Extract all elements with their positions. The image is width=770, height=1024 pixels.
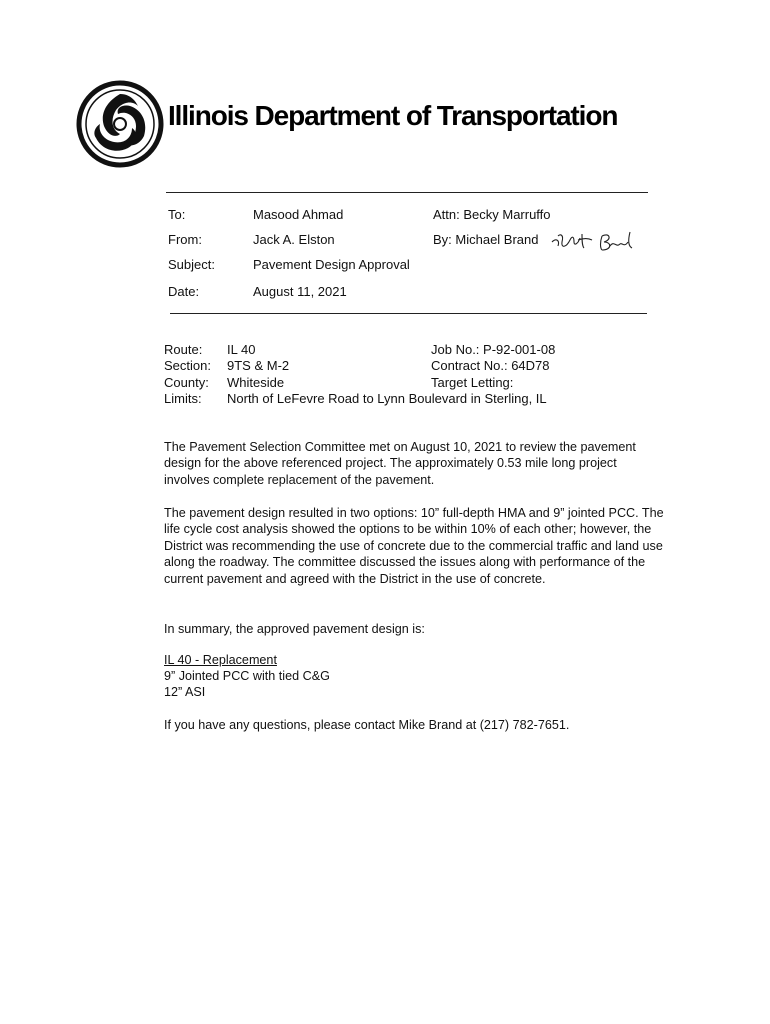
header-rule-top	[166, 192, 648, 193]
limits-label: Limits:	[164, 391, 202, 406]
header-rule-bottom	[170, 313, 647, 314]
design-line-2: 12” ASI	[164, 685, 206, 699]
to-value: Masood Ahmad	[253, 207, 344, 222]
design-line-1: 9” Jointed PCC with tied C&G	[164, 669, 330, 683]
section-value: 9TS & M-2	[227, 358, 290, 373]
from-label: From:	[168, 232, 202, 247]
attn-text: Attn: Becky Marruffo	[433, 207, 551, 222]
job-no: Job No.: P-92-001-08	[431, 342, 556, 357]
signature	[548, 228, 634, 254]
target-letting: Target Letting:	[431, 375, 514, 390]
design-heading: IL 40 - Replacement	[164, 653, 277, 667]
contact-line: If you have any questions, please contact Mike Brand at (217) 782-7651.	[164, 718, 570, 732]
route-label: Route:	[164, 342, 203, 357]
county-value: Whiteside	[227, 375, 285, 390]
subject-value: Pavement Design Approval	[253, 257, 410, 272]
by-text: By: Michael Brand	[433, 232, 539, 247]
route-value: IL 40	[227, 342, 256, 357]
county-label: County:	[164, 375, 209, 390]
date-label: Date:	[168, 284, 200, 299]
paragraph-1: The Pavement Selection Committee met on August 10, 2021 to review the pavement design for the above referenced project. The approximately 0.53 mile long project involves complete replacement of the pavement.	[164, 440, 636, 487]
contract-no: Contract No.: 64D78	[431, 358, 550, 373]
section-label: Section:	[164, 358, 211, 373]
from-value: Jack A. Elston	[253, 232, 335, 247]
org-name: Illinois Department of Transportation	[168, 100, 618, 131]
to-label: To:	[168, 207, 186, 222]
idot-logo	[76, 80, 164, 168]
date-value: August 11, 2021	[253, 284, 347, 299]
paragraph-2: The pavement design resulted in two options: 10” full-depth HMA and 9” jointed PCC. The life cycle cost analysis showed the options to be within 10% of each other; however, the District was recommending the use of concrete due to the commercial traffic and land use along the roadway. The committee discussed the issues along with performance of the current pavement and agreed with the District in the use of concrete.	[164, 506, 664, 586]
limits-value: North of LeFevre Road to Lynn Boulevard in Sterling, IL	[227, 391, 547, 406]
summary-intro: In summary, the approved pavement design is:	[164, 622, 425, 636]
subject-label: Subject:	[168, 257, 215, 272]
